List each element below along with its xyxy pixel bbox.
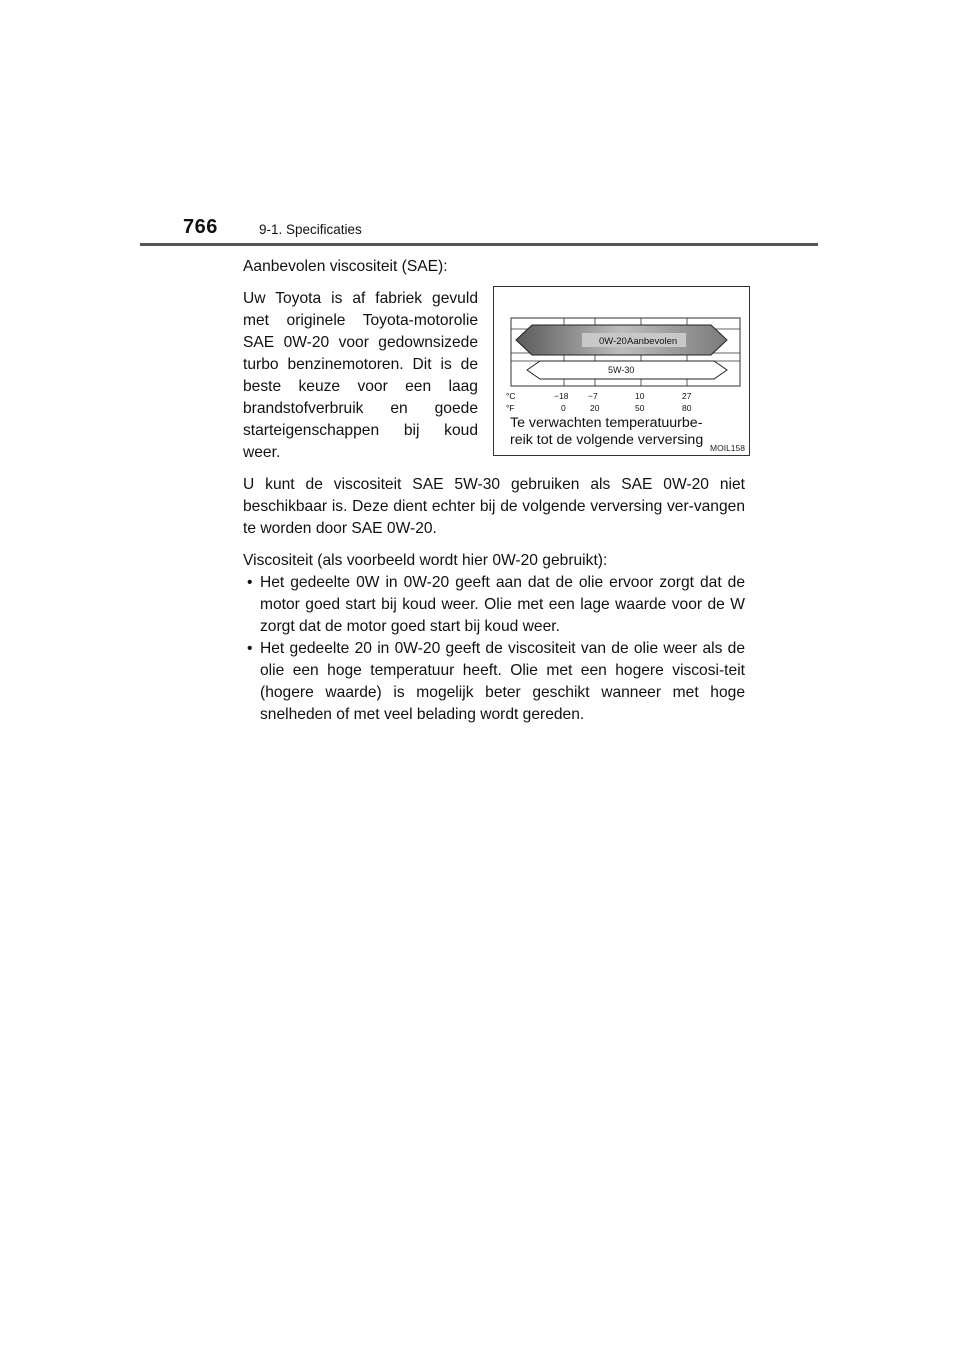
bullet-symbol: • bbox=[247, 574, 253, 591]
tick-f-3: 50 bbox=[635, 403, 645, 413]
tick-f-4: 80 bbox=[682, 403, 692, 413]
paragraph-factory-oil: Uw Toyota is af fabriek gevuld met originele Toyota-motorolie SAE 0W-20 voor gedownsizede turbo benzinemotoren. Dit is de beste keuze voor een laag brandstofverbruik en goede starteigenschappen bij koud weer. bbox=[243, 290, 478, 461]
tick-c-2: −7 bbox=[588, 391, 598, 401]
bullet-text: Het gedeelte 20 in 0W-20 geeft de viscositeit van de olie weer als de olie een hoge temperatuur heeft. Olie met een hogere viscosi-teit (hogere waarde) is mogelijk beter geschikt wanneer met hoge snelheden of met veel belading wordt gereden. bbox=[260, 640, 745, 723]
viscosity-bullet-list bbox=[243, 572, 745, 726]
main-content bbox=[243, 256, 745, 726]
bullet-symbol: • bbox=[247, 640, 253, 657]
tick-f-2: 20 bbox=[590, 403, 600, 413]
figure-code: MOIL158 bbox=[710, 443, 745, 453]
header-divider bbox=[140, 243, 818, 246]
unit-fahrenheit: °F bbox=[506, 403, 515, 413]
bullet-text: Het gedeelte 0W in 0W-20 geeft aan dat de olie ervoor zorgt dat de motor goed start bij koud weer. Olie met een lage waarde voor de W zorgt dat de motor goed start bij koud weer. bbox=[260, 574, 745, 635]
unit-celsius: °C bbox=[506, 391, 516, 401]
band-recommended-note: Aanbevolen bbox=[627, 336, 678, 347]
band-0w20-label: 0W-20 bbox=[599, 336, 627, 347]
paragraph-alternative-viscosity: U kunt de viscositeit SAE 5W-30 gebruiken als SAE 0W-20 niet beschikbaar is. Deze dient echter bij de volgende verversing ver-vangen te worden door SAE 0W-20. bbox=[243, 476, 745, 537]
paragraph-viscosity-example: Viscositeit (als voorbeeld wordt hier 0W-20 gebruikt): bbox=[243, 552, 608, 569]
tick-c-1: −18 bbox=[554, 391, 569, 401]
tick-f-1: 0 bbox=[561, 403, 566, 413]
figure-caption-line-2: reik tot de volgende verversing bbox=[510, 432, 704, 448]
tick-c-3: 10 bbox=[635, 391, 645, 401]
list-item bbox=[243, 572, 745, 638]
page-number: 766 bbox=[183, 216, 218, 238]
figure-caption-line-1: Te verwachten temperatuurbe- bbox=[510, 415, 703, 431]
intro-heading: Aanbevolen viscositeit (SAE): bbox=[243, 258, 448, 275]
list-item bbox=[243, 638, 745, 726]
section-title: 9-1. Specificaties bbox=[259, 222, 362, 237]
band-5w30-label: 5W-30 bbox=[608, 365, 635, 375]
tick-c-4: 27 bbox=[682, 391, 692, 401]
